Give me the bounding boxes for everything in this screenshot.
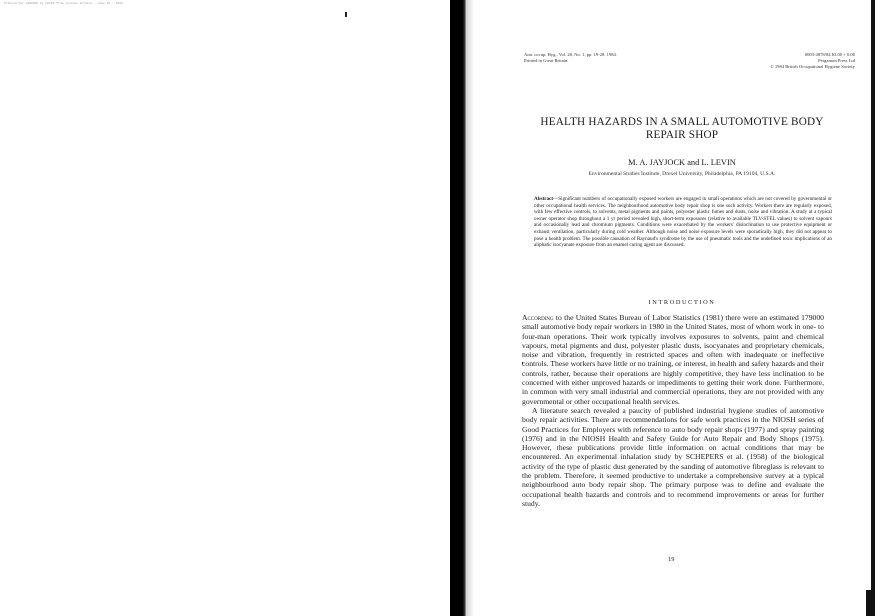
- scan-speck: [345, 12, 347, 17]
- book-spine-shadow: [450, 0, 466, 616]
- paragraph-text: to the United States Bureau of Labor Statistics (1981) there were an estimated 179000 small automotive body repair workers in 1980 in the United States, most of whom work in one- to four-man operations. Their work typically involves exposures to solvents, paint and chemical vapours, metal pigments and dust, polyester plastic dusts, isocyanates and proprietary chemicals, noise and vibration, frequently in restricted spaces and often with inadequate or ineffective controls. These workers have little or no training, or interest, in health and safety hazards and their controls, rather, because their operations are highly competitive, they have less inclination to be concerned with either unproved hazards or impediments to getting their work done. Furthermore, in common with very small industrial and commercial operations, they are not provided with any governmental or other occupational health services.: [522, 313, 824, 406]
- journal-citation-line: Printed in Great Britain.: [524, 58, 569, 63]
- body-text: [522, 313, 824, 508]
- paper-title: HEALTH HAZARDS IN A SMALL AUTOMOTIVE BODY REPAIR SHOP: [540, 116, 824, 141]
- page-edge-shadow: [871, 0, 875, 616]
- section-heading: INTRODUCTION: [648, 299, 716, 306]
- journal-publisher: [770, 52, 855, 70]
- scan-header: Printed for JANZOCK by LEVIN from journal archive · page 19 · 1984: [4, 2, 123, 5]
- page-number: 19: [668, 556, 675, 563]
- abstract: [534, 196, 832, 249]
- journal-publisher-line: Pergamon Press Ltd: [818, 58, 855, 63]
- paper-affiliation: Environmental Studies Institute, Drexel University, Philadelphia, PA 19104, U.S.A.: [588, 171, 776, 177]
- journal-citation: [524, 52, 617, 64]
- paper-authors: M. A. JAYJOCK and L. LEVIN: [628, 158, 736, 167]
- paragraph-lead: According: [522, 313, 554, 322]
- paragraph: [522, 313, 824, 406]
- journal-citation-line: Ann. occup. Hyg., Vol. 28, No. 1, pp. 19-28, 1984.: [524, 52, 617, 57]
- journal-publisher-line: © 1984 British Occupational Hygiene Society: [770, 64, 855, 69]
- abstract-label: Abstract: [534, 196, 554, 202]
- abstract-text: —Significant numbers of occupationally exposed workers are engaged in small operations which are not covered by governmental or other occupational health services. The neighbourhood automotive body repair shop is one such activity. Workers there are regularly exposed, with few effective controls, to solvents, metal pigments and paints, polyester plastic fumes and dusts, noise and vibration. A study at a typical owner operator shop throughout a 1 yr period revealed high, short-term exposures (relative to available TLV-STEL values) to solvent vapours and occasionally lead and chromium pigments. Conditions were exacerbated by the workers' disinclination to use protective equipment or exhaust ventilation, particularly during cold weather. Although noise and noise exposure levels were sporadically high, they did not appear to pose a health problem. The possible causation of Raynaud's syndrome by the use of pneumatic tools and the undefined toxic implications of an aliphatic isocyanate exposure from an enamel curing agent are discussed.: [534, 196, 832, 249]
- spine-gradient: [466, 0, 474, 616]
- paragraph: A literature search revealed a paucity of published industrial hygiene studies of automotive body repair activities. There are recommendations for safe work practices in the NIOSH series of Good Practices for Employers with reference to auto body repair shops (1977) and spray painting (1976) and in the NIOSH Health and Safety Guide for Auto Repair and Body Shops (1975). However, these publications provide little information on actual conditions that may be encountered. An experimental inhalation study by SCHEPERS et al. (1958) of the biological activity of the type of plastic dust generated by the sanding of automotive fibreglass is relevant to the problem. Therefore, it seemed productive to undertake a comprehensive survey at a typical neighbourhood auto body repair shop. The primary purpose was to define and evaluate the occupational health hazards and controls and to recommend improvements or areas for further study.: [522, 405, 824, 508]
- page-corner-shadow: [866, 590, 874, 616]
- journal-publisher-line: 0003-4878/84 $3.00 + 0.00: [804, 52, 855, 57]
